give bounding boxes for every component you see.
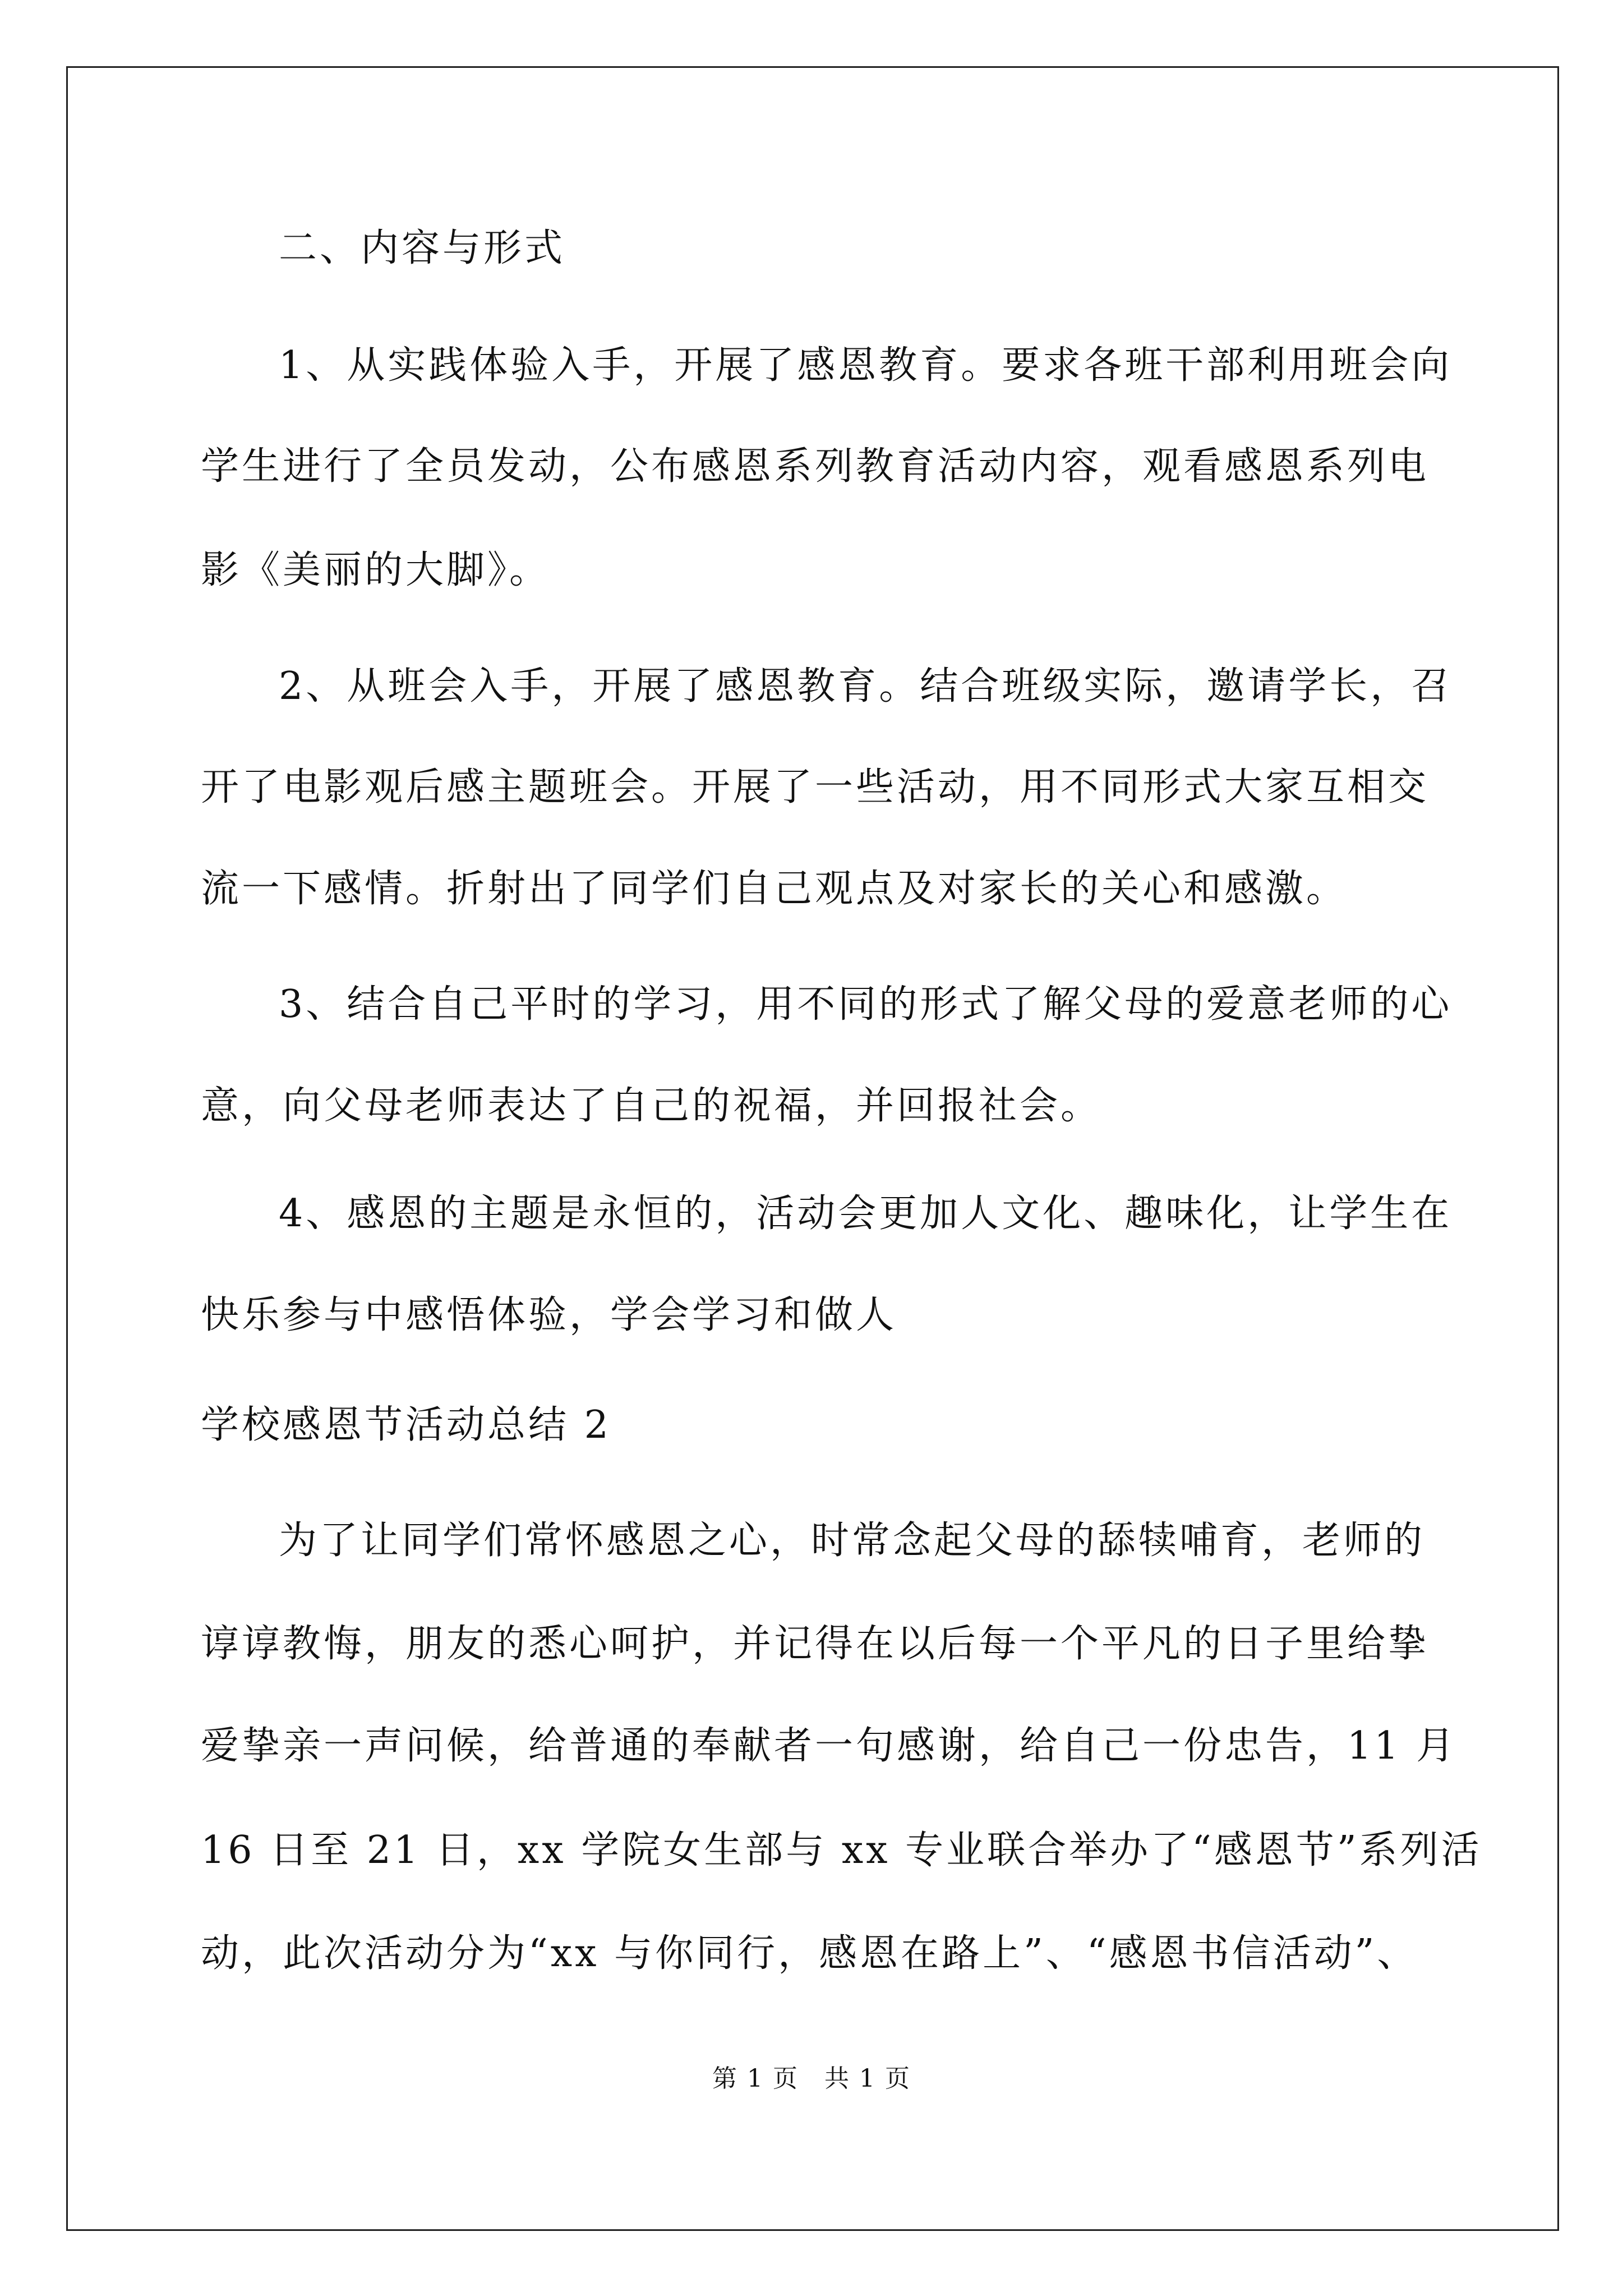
paragraph-2-line-1: 2、从班会入手，开展了感恩教育。结合班级实际，邀请学长，召: [279, 664, 1453, 708]
paragraph-2-line-2: 开了电影观后感主题班会。开展了一些活动，用不同形式大家互相交: [201, 765, 1430, 809]
page-footer: 第 1 页 共 1 页: [712, 2064, 911, 2093]
paragraph-1-line-1: 1、从实践体验入手，开展了感恩教育。要求各班干部利用班会向: [279, 343, 1453, 388]
paragraph-1-line-3: 影《美丽的大脚》。: [201, 548, 551, 592]
paragraph-5-line-4: 16 日至 21 日，xx 学院女生部与 xx 专业联合举办了“感恩节”系列活: [201, 1828, 1482, 1872]
section-heading: 二、内容与形式: [279, 226, 566, 270]
paragraph-3-line-1: 3、结合自己平时的学习，用不同的形式了解父母的爱意老师的心: [279, 982, 1453, 1027]
paragraph-5-line-1: 为了让同学们常怀感恩之心，时常念起父母的舔犊哺育，老师的: [279, 1519, 1426, 1563]
article-title: 学校感恩节活动总结 2: [201, 1403, 611, 1447]
paragraph-4-line-2: 快乐参与中感悟体验，学会学习和做人: [201, 1293, 897, 1337]
paragraph-5-line-3: 爱挚亲一声问候，给普通的奉献者一句感谢，给自己一份忠告，11 月: [201, 1724, 1458, 1768]
paragraph-5-line-2: 谆谆教悔，朋友的悉心呵护，并记得在以后每一个平凡的日子里给挚: [201, 1622, 1430, 1666]
paragraph-1-line-2: 学生进行了全员发动，公布感恩系列教育活动内容，观看感恩系列电: [201, 444, 1430, 489]
page-border: [66, 66, 1559, 2231]
paragraph-2-line-3: 流一下感情。折射出了同学们自己观点及对家长的关心和感激。: [201, 867, 1348, 911]
paragraph-4-line-1: 4、感恩的主题是永恒的，活动会更加人文化、趣味化，让学生在: [279, 1191, 1453, 1236]
paragraph-5-line-5: 动，此次活动分为“xx 与你同行，感恩在路上”、“感恩书信活动”、: [201, 1931, 1418, 1976]
paragraph-3-line-2: 意，向父母老师表达了自己的祝福，并回报社会。: [201, 1084, 1102, 1128]
